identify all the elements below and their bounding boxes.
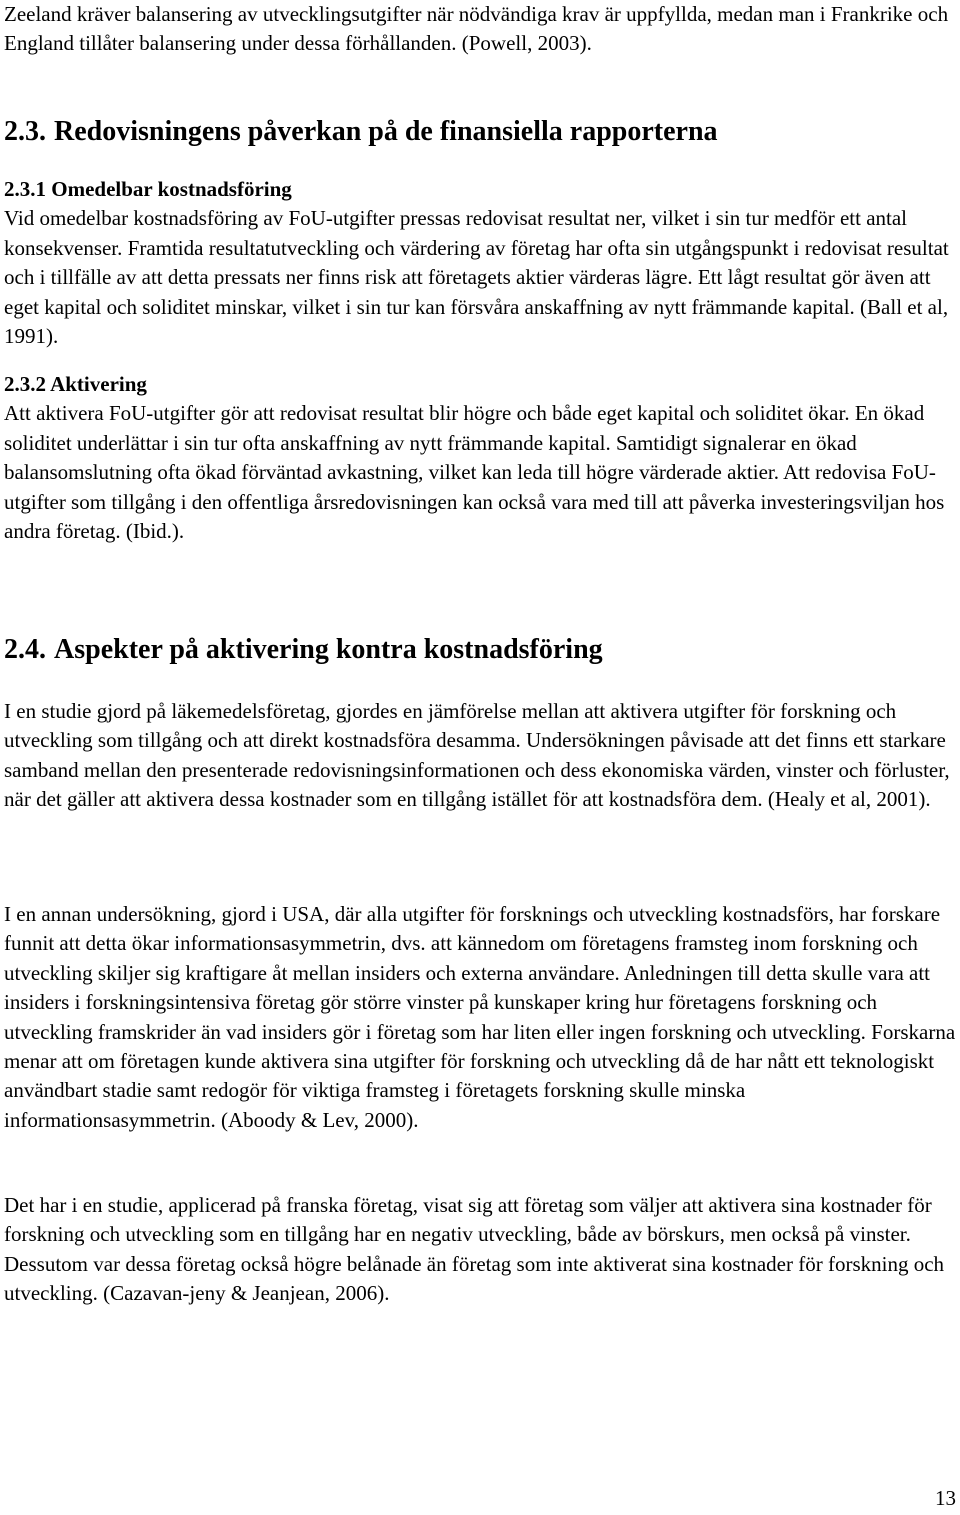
section-2-3-2	[4, 370, 956, 546]
section-2-4-paragraph-2: I en annan undersökning, gjord i USA, där alla utgifter för forsknings och utveckling kostnadsförs, har forskare funnit att detta ökar informationsasymmetrin, dvs. att kännedom om företagens framsteg inom forskning och utveckling skiljer sig kraftigare åt mellan insiders och externa användare. Anledningen till detta skulle vara att insiders i forskningsintensiva företag gör större vinster på kunskaper kring hur företagens forskning och utveckling framskrider än vad insiders gör i företag som har liten eller ingen forskning och utveckling. Forskarna menar att om företagen kunde aktivera sina utgifter för forskning och utveckling då de har nått ett teknologiskt användbart stadie samt redogör för viktiga framsteg i företagets forskning skulle minska informationsasymmetrin. (Aboody & Lev, 2000).	[4, 902, 956, 1132]
section-2-3-1-heading: 2.3.1 Omedelbar kostnadsföring	[4, 177, 292, 201]
section-2-3-2-body: Att aktivera FoU-utgifter gör att redovisat resultat blir högre och både eget kapital och soliditet ökar. En ökad soliditet underlättar i sin tur ofta anskaffning av nytt främmande kapital. Samtidigt signalerar en ökad balansomslutning ofta ökad förväntad avkastning, vilket kan leda till högre värderade aktier. Att redovisa FoU-utgifter som tillgång i den offentliga årsredovisningen kan också vara med till att påverka investeringsviljan hos andra företag. (Ibid.).	[4, 401, 945, 544]
section-2-3-1	[4, 175, 956, 351]
section-2-4-paragraph-1: I en studie gjord på läkemedelsföretag, gjordes en jämförelse mellan att aktivera utgifter för forskning och utveckling som tillgång och att direkt kostnadsföra desamma. Undersökningen påvisade att det finns ett starkare samband mellan den presenterade redovisningsinformationen och dess ekonomiska värden, vinster och förluster, när det gäller att aktivera dessa kostnader som en tillgång istället för att kostnadsföra dem. (Healy et al, 2001).	[4, 699, 950, 812]
page-number: 13	[935, 1486, 956, 1510]
section-2-3-heading	[4, 115, 718, 149]
section-2-3-title: Redovisningens påverkan på de finansiella rapporterna	[54, 116, 718, 147]
section-2-3-2-heading: 2.3.2 Aktivering	[4, 372, 147, 396]
section-2-3-number: 2.3.	[4, 116, 46, 147]
section-2-4-paragraph-3: Det har i en studie, applicerad på franska företag, visat sig att företag som väljer att aktivera sina kostnader för forskning och utveckling som en tillgång har en negativ utveckling, både av börskurs, men också på vinster. Dessutom var dessa företag också högre belånade än företag som inte aktiverat sina kostnader för forskning och utveckling. (Cazavan-jeny & Jeanjean, 2006).	[4, 1193, 945, 1306]
section-2-4-heading	[4, 633, 603, 667]
intro-paragraph: Zeeland kräver balansering av utvecklingsutgifter när nödvändiga krav är uppfyllda, medan man i Frankrike och England tillåter balansering under dessa förhållanden. (Powell, 2003).	[4, 2, 949, 56]
section-2-3-1-body: Vid omedelbar kostnadsföring av FoU-utgifter pressas redovisat resultat ner, vilket i sin tur medför ett antal konsekvenser. Framtida resultatutveckling och värdering av företag har ofta sin utgångspunkt i redovisat resultat och i tillfälle av att detta pressats ner finns risk att företagets aktier värderas lägre. Ett lågt resultat gör även att eget kapital och soliditet minskar, vilket i sin tur kan försvåra anskaffning av nytt främmande kapital. (Ball et al, 1991).	[4, 206, 949, 349]
section-2-4-title: Aspekter på aktivering kontra kostnadsföring	[54, 634, 603, 665]
section-2-4-number: 2.4.	[4, 634, 46, 665]
